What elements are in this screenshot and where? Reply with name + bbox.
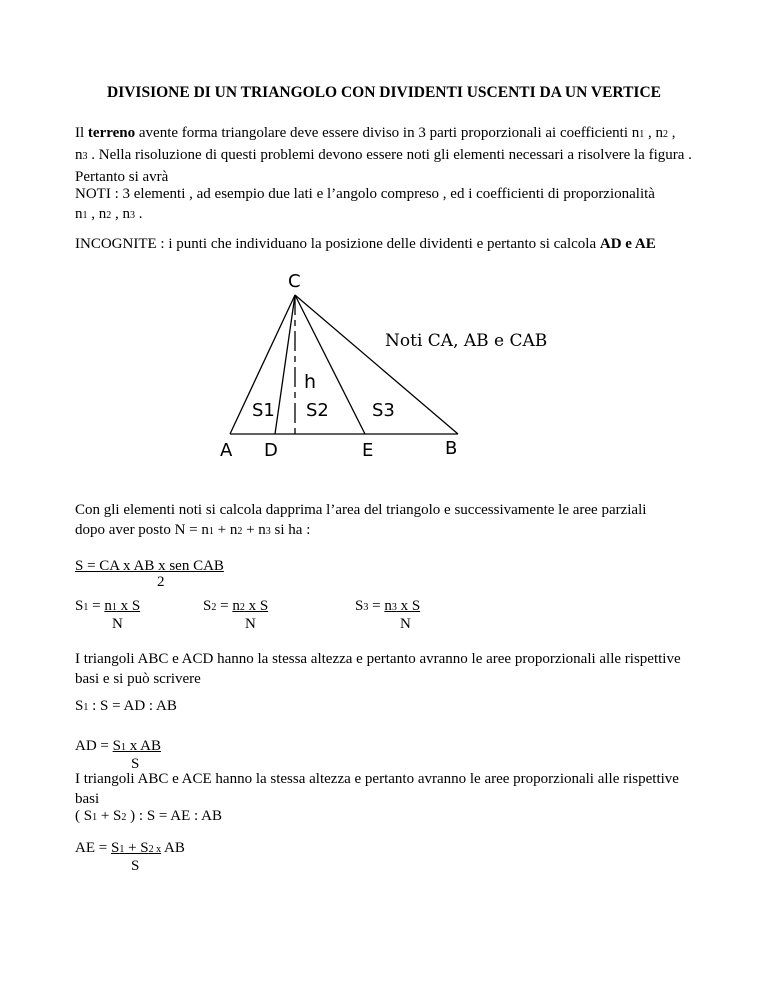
proportion-1: S1 : S = AD : AB — [75, 698, 177, 714]
label-B: B — [445, 438, 458, 459]
label-C: C — [288, 271, 301, 292]
formula-S3: S3 = n3 x S N — [355, 598, 421, 632]
label-S3: S3 — [372, 400, 395, 421]
intro-paragraph: Il terreno avente forma triangolare deve essere diviso in 3 parti proporzionali ai coefficienti n1 , n2 , n3 . Nella risoluzione di questi problemi devono essere noti gli elementi necessari a risolvere la figura . Pertanto si avrà — [75, 125, 692, 185]
formula-S1: S1 = n1 x S N — [75, 598, 141, 632]
label-A: A — [220, 440, 233, 461]
figure-note: Noti CA, AB e CAB — [385, 331, 548, 351]
triangle-figure — [200, 260, 580, 470]
label-E: E — [362, 440, 374, 461]
triangles-ACE-paragraph: I triangoli ABC e ACE hanno la stessa altezza e pertanto avranno le aree proporzionali alle rispettive basi — [75, 771, 679, 807]
label-S1: S1 — [252, 400, 275, 421]
page-title: DIVISIONE DI UN TRIANGOLO CON DIVIDENTI USCENTI DA UN VERTICE — [107, 84, 661, 101]
label-h: h — [304, 371, 317, 393]
known-elements-paragraph: NOTI : 3 elementi , ad esempio due lati e l’angolo compreso , ed i coefficienti di proporzionalità n1 , n2 , n3 . — [75, 186, 655, 222]
unknowns-paragraph: INCOGNITE : i punti che individuano la posizione delle dividenti e pertanto si calcola AD e AE — [75, 236, 656, 252]
formula-S2: S2 = n2 x S N — [203, 598, 269, 632]
triangles-ACD-paragraph: I triangoli ABC e ACD hanno la stessa altezza e pertanto avranno le aree proporzionali alle rispettive basi e si può scrivere — [75, 651, 681, 687]
formula-AD: AD = S1 x AB S — [75, 738, 161, 772]
proportion-2: ( S1 + S2 ) : S = AE : AB — [75, 808, 222, 824]
formula-area-S: S = CA x AB x sen CAB 2 — [75, 558, 224, 590]
label-D: D — [264, 440, 278, 461]
area-calc-paragraph: Con gli elementi noti si calcola dapprima l’area del triangolo e successivamente le aree parziali dopo aver posto N = n1 + n2 + n3 si ha : — [75, 502, 647, 538]
label-S2: S2 — [306, 400, 329, 421]
formula-AE: AE = S1 + S2 x AB S — [75, 840, 185, 874]
